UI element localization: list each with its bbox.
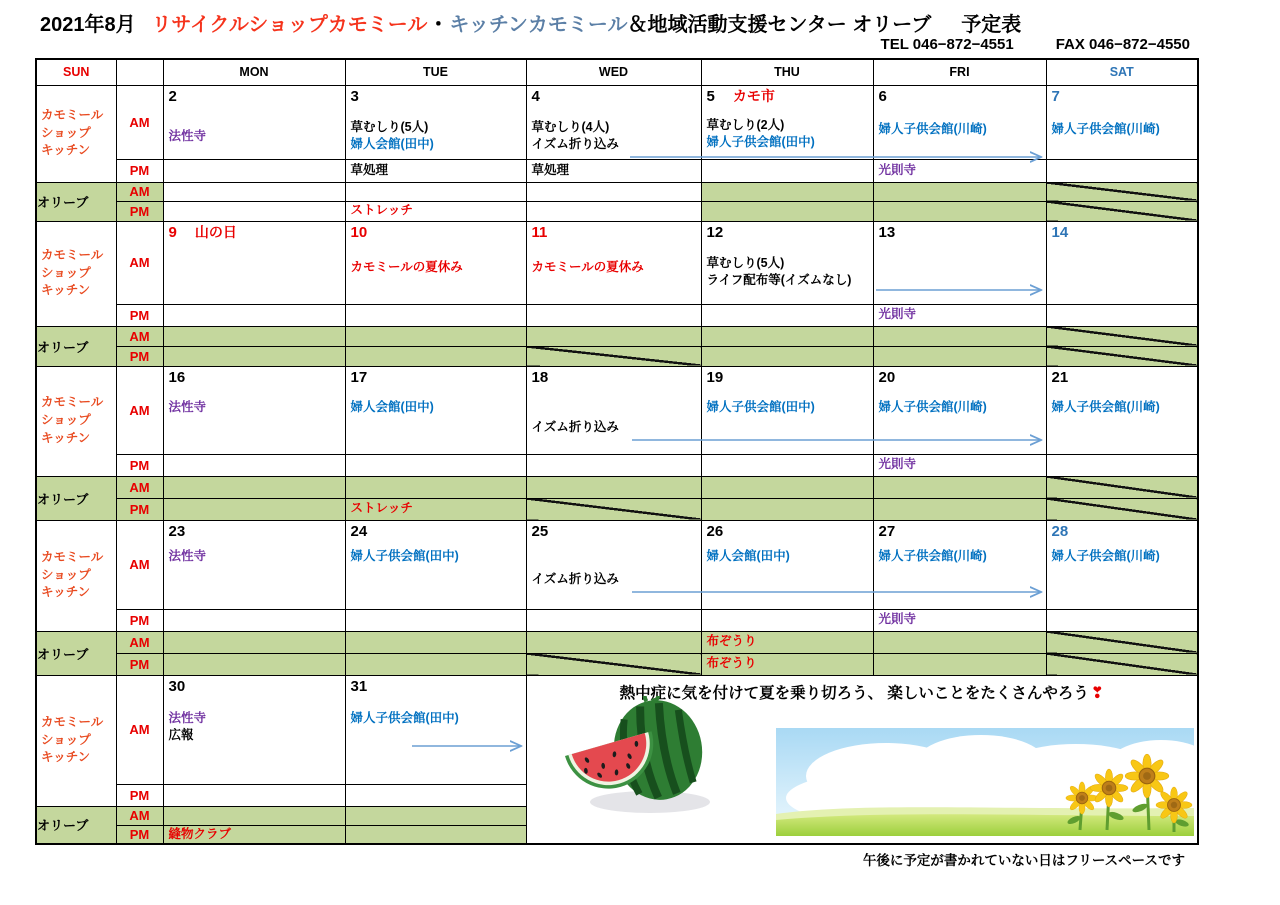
- day-cell: [873, 520, 1046, 609]
- pm-label: PM: [116, 784, 163, 806]
- title-recycle-shop: リサイクルショップカモミール: [151, 14, 428, 36]
- day-cell: [163, 675, 345, 784]
- event-text: イズム折り込み: [531, 137, 619, 152]
- day-header-mon: MON: [163, 59, 345, 85]
- olive-cell: [345, 201, 526, 221]
- event-text: 法性寺: [168, 711, 207, 725]
- event-text: カモミールの夏休み: [350, 260, 463, 274]
- pm-label: PM: [116, 825, 163, 844]
- pm-label: PM: [116, 653, 163, 675]
- footnote: 午後に予定が書かれていない日はフリースペースです: [862, 853, 1185, 868]
- week-pm-row: [36, 159, 1198, 182]
- title-support-center: ＆地域活動支援センター オリーブ: [627, 14, 932, 36]
- day-cell: [701, 520, 873, 609]
- pm-cell: [163, 454, 345, 476]
- event-lines: [527, 541, 701, 588]
- day-number: 5 カモ市: [706, 87, 775, 105]
- day-cell: [526, 85, 701, 159]
- event-text: 婦人子供会館(田中): [706, 400, 815, 414]
- day-cell: [163, 221, 345, 304]
- olive-cell: [163, 326, 345, 346]
- olive-pm-row: [36, 498, 1198, 520]
- event-text: 婦人子供会館(川崎): [878, 549, 987, 563]
- day-number: 26: [706, 522, 724, 540]
- event-lines: [346, 696, 526, 727]
- olive-cell: [873, 346, 1046, 366]
- event-lines: [874, 387, 1046, 416]
- fax-number: FAX 046−872−4550: [1055, 36, 1190, 53]
- day-cell: [163, 85, 345, 159]
- event-lines: [874, 106, 1046, 138]
- pm-cell: [163, 609, 345, 631]
- event-lines: [1047, 106, 1198, 138]
- pm-cell: [873, 454, 1046, 476]
- am-label: AM: [116, 366, 163, 454]
- day-number: 9 山の日: [168, 223, 237, 241]
- olive-cell: [701, 653, 873, 675]
- olive-am-row: [36, 631, 1198, 653]
- olive-pm-row: [36, 346, 1198, 366]
- event-lines: [346, 541, 526, 565]
- title-schedule-word: 予定表: [961, 14, 1022, 36]
- event-text: 婦人子供会館(川崎): [878, 122, 987, 136]
- pm-cell: [345, 454, 526, 476]
- chamomile-label: [36, 520, 116, 631]
- day-number: 18: [531, 368, 549, 386]
- pm-label: PM: [116, 159, 163, 182]
- day-cell: [163, 366, 345, 454]
- event-text: 婦人子供会館(川崎): [878, 400, 987, 414]
- day-number: 20: [878, 368, 896, 386]
- olive-cell: [345, 631, 526, 653]
- event-lines: [164, 541, 345, 565]
- olive-label: オリーブ: [36, 182, 116, 221]
- week-am-row: [36, 675, 1198, 784]
- olive-cell: [1046, 201, 1198, 221]
- title-kitchen: キッチンカモミール: [449, 14, 628, 36]
- day-cell: [345, 520, 526, 609]
- tel-number: TEL 046−872−4551: [880, 36, 1014, 53]
- day-number: 14: [1051, 223, 1069, 241]
- event-text: 草むしり(2人): [706, 118, 785, 132]
- olive-cell: [701, 182, 873, 201]
- pm-cell: [345, 304, 526, 326]
- olive-cell: [1046, 631, 1198, 653]
- olive-am-row: [36, 182, 1198, 201]
- event-text: 布ぞうり: [706, 656, 757, 671]
- day-cell: [526, 366, 701, 454]
- event-lines: [874, 541, 1046, 565]
- day-cell: [345, 366, 526, 454]
- chamomile-label: [36, 85, 116, 182]
- event-text: ストレッチ: [350, 203, 413, 218]
- day-number: 4: [531, 87, 540, 105]
- day-cell: [873, 366, 1046, 454]
- event-text: 縫物クラブ: [168, 826, 232, 841]
- watermelon-illustration: [555, 696, 750, 818]
- pm-cell: [1046, 609, 1198, 631]
- day-header-empty: [116, 59, 163, 85]
- olive-cell: [526, 476, 701, 498]
- day-note: カモ市: [732, 87, 775, 104]
- olive-cell: [163, 806, 345, 825]
- olive-cell: [345, 182, 526, 201]
- olive-cell: [345, 806, 526, 825]
- pm-cell: [701, 159, 873, 182]
- event-text: 法性寺: [168, 129, 207, 143]
- pm-cell: [526, 159, 701, 182]
- olive-pm-row: [36, 653, 1198, 675]
- chamomile-label-text: カモミール ショップ キッチン: [41, 395, 104, 445]
- pm-cell: [701, 609, 873, 631]
- pm-label: PM: [116, 346, 163, 366]
- day-number: 30: [168, 677, 186, 695]
- olive-pm-row: [36, 201, 1198, 221]
- chamomile-label: [36, 366, 116, 476]
- am-label: AM: [116, 675, 163, 784]
- pm-label: PM: [116, 304, 163, 326]
- day-header-row: [36, 59, 1198, 85]
- day-cell: [873, 85, 1046, 159]
- day-cell: [526, 520, 701, 609]
- olive-cell: [163, 182, 345, 201]
- olive-cell: [526, 182, 701, 201]
- event-lines: [164, 106, 345, 145]
- am-label: AM: [116, 520, 163, 609]
- olive-cell: [163, 653, 345, 675]
- day-cell: [701, 85, 873, 159]
- day-cell: [345, 675, 526, 784]
- am-label: AM: [116, 326, 163, 346]
- pm-cell: [873, 609, 1046, 631]
- olive-cell: [526, 326, 701, 346]
- pm-cell: [701, 304, 873, 326]
- pm-label: PM: [116, 498, 163, 520]
- pm-cell: [526, 304, 701, 326]
- summer-merged-cell: [526, 675, 1198, 844]
- event-lines: [702, 387, 873, 416]
- week-am-row: [36, 221, 1198, 304]
- event-text: 布ぞうり: [706, 634, 757, 649]
- day-number: 27: [878, 522, 896, 540]
- event-lines: [346, 242, 526, 276]
- day-cell: [1046, 366, 1198, 454]
- am-label: AM: [116, 476, 163, 498]
- olive-cell: [345, 346, 526, 366]
- olive-label: オリーブ: [36, 476, 116, 520]
- olive-cell: [873, 631, 1046, 653]
- event-text: 婦人子供会館(川崎): [1051, 549, 1160, 563]
- olive-cell: [873, 653, 1046, 675]
- olive-label: オリーブ: [36, 806, 116, 844]
- event-lines: [702, 106, 873, 152]
- olive-cell: [526, 346, 701, 366]
- event-lines: [1047, 387, 1198, 416]
- day-number: 3: [350, 87, 359, 105]
- event-lines: [164, 387, 345, 416]
- pm-cell: [526, 454, 701, 476]
- event-text: 広報: [168, 728, 194, 743]
- olive-cell: [163, 346, 345, 366]
- pm-label: PM: [116, 454, 163, 476]
- olive-cell: [1046, 653, 1198, 675]
- event-text: 婦人会館(田中): [706, 549, 790, 563]
- contact-info: [0, 36, 1190, 53]
- olive-cell: [701, 201, 873, 221]
- day-header-sat: SAT: [1046, 59, 1198, 85]
- olive-cell: [526, 498, 701, 520]
- event-lines: [702, 242, 873, 290]
- chamomile-label-text: カモミール ショップ キッチン: [41, 107, 104, 158]
- olive-cell: [345, 326, 526, 346]
- event-text: 光則寺: [878, 457, 917, 472]
- event-text: 婦人子供会館(田中): [350, 549, 459, 563]
- am-label: AM: [116, 182, 163, 201]
- olive-cell: [701, 631, 873, 653]
- olive-cell: [1046, 498, 1198, 520]
- day-number: 28: [1051, 522, 1069, 540]
- day-number: 11: [531, 223, 548, 241]
- olive-cell: [1046, 346, 1198, 366]
- olive-cell: [873, 498, 1046, 520]
- day-cell: [1046, 221, 1198, 304]
- day-number: 17: [350, 368, 368, 386]
- olive-cell: [163, 498, 345, 520]
- olive-cell: [1046, 182, 1198, 201]
- olive-cell: [163, 631, 345, 653]
- day-header-fri: FRI: [873, 59, 1046, 85]
- event-text: 婦人会館(田中): [350, 137, 434, 152]
- day-cell: [526, 221, 701, 304]
- day-header-wed: WED: [526, 59, 701, 85]
- chamomile-label-text: カモミール ショップ キッチン: [41, 549, 104, 600]
- event-lines: [346, 106, 526, 154]
- week-pm-row: [36, 454, 1198, 476]
- heart-exclamation-icon: ❣: [1090, 684, 1104, 702]
- day-header-thu: THU: [701, 59, 873, 85]
- pm-label: PM: [116, 201, 163, 221]
- day-number: 13: [878, 223, 896, 241]
- day-header-row: [36, 59, 1198, 85]
- olive-cell: [163, 825, 345, 844]
- event-text: 光則寺: [878, 307, 917, 322]
- am-label: AM: [116, 85, 163, 159]
- olive-cell: [345, 825, 526, 844]
- week-pm-row: [36, 304, 1198, 326]
- day-cell: [1046, 85, 1198, 159]
- pm-cell: [873, 304, 1046, 326]
- day-cell: [345, 221, 526, 304]
- chamomile-label-text: カモミール ショップ キッチン: [41, 247, 104, 298]
- event-text: イズム折り込み: [531, 572, 619, 586]
- olive-cell: [163, 476, 345, 498]
- chamomile-label: [36, 221, 116, 326]
- day-cell: [873, 221, 1046, 304]
- title-separator-dot: ・: [428, 14, 449, 36]
- day-number: 19: [706, 368, 724, 386]
- event-lines: [527, 106, 701, 154]
- day-number: 7: [1051, 87, 1060, 105]
- summer-message-text: 熱中症に気を付けて夏を乗り切ろう、 楽しいことをたくさんやろう: [619, 684, 1089, 702]
- week-am-row: [36, 366, 1198, 454]
- event-text: 婦人会館(田中): [350, 400, 434, 414]
- olive-cell: [526, 653, 701, 675]
- day-cell: [701, 366, 873, 454]
- day-cell: [701, 221, 873, 304]
- event-lines: [702, 541, 873, 565]
- day-cell: [345, 85, 526, 159]
- olive-cell: [526, 201, 701, 221]
- event-text: 草むしり(4人): [531, 120, 610, 134]
- olive-cell: [163, 201, 345, 221]
- event-text: ライフ配布等(イズムなし): [706, 273, 852, 288]
- day-number: 25: [531, 522, 549, 540]
- event-text: 法性寺: [168, 400, 207, 414]
- event-text: ストレッチ: [350, 501, 413, 516]
- pm-cell: [526, 609, 701, 631]
- am-label: AM: [116, 221, 163, 304]
- olive-cell: [873, 201, 1046, 221]
- chamomile-label: [36, 675, 116, 806]
- olive-cell: [526, 631, 701, 653]
- event-lines: [1047, 541, 1198, 565]
- day-number: 6: [878, 87, 887, 105]
- pm-cell: [163, 304, 345, 326]
- pm-cell: [701, 454, 873, 476]
- week-am-row: [36, 520, 1198, 609]
- event-text: 婦人子供会館(川崎): [1051, 122, 1160, 136]
- day-cell: [163, 520, 345, 609]
- event-lines: [527, 242, 701, 276]
- olive-cell: [345, 653, 526, 675]
- day-number: 24: [350, 522, 368, 540]
- day-cell: [1046, 520, 1198, 609]
- olive-cell: [701, 498, 873, 520]
- event-text: 婦人子供会館(川崎): [1051, 400, 1160, 414]
- day-number: 16: [168, 368, 186, 386]
- event-text: 婦人子供会館(田中): [350, 711, 459, 725]
- event-text: 光則寺: [878, 612, 917, 627]
- olive-cell: [1046, 326, 1198, 346]
- day-header-sun: SUN: [36, 59, 116, 85]
- event-text: 草処理: [531, 162, 570, 177]
- olive-label: オリーブ: [36, 631, 116, 675]
- event-text: イズム折り込み: [531, 420, 619, 434]
- event-text: カモミールの夏休み: [531, 260, 644, 274]
- pm-cell: [1046, 304, 1198, 326]
- event-lines: [346, 387, 526, 416]
- olive-cell: [873, 326, 1046, 346]
- event-text: 草むしり(5人): [706, 256, 785, 270]
- day-number: 12: [706, 223, 724, 241]
- day-header-tue: TUE: [345, 59, 526, 85]
- event-text: 法性寺: [168, 549, 207, 563]
- pm-cell: [873, 159, 1046, 182]
- olive-cell: [873, 476, 1046, 498]
- pm-cell: [1046, 454, 1198, 476]
- pm-cell: [345, 784, 526, 806]
- olive-cell: [873, 182, 1046, 201]
- olive-am-row: [36, 476, 1198, 498]
- olive-cell: [701, 326, 873, 346]
- pm-cell: [163, 784, 345, 806]
- day-number: 21: [1051, 368, 1069, 386]
- day-number: 2: [168, 87, 177, 105]
- title-month: 2021年8月: [40, 14, 136, 36]
- day-note: 山の日: [194, 223, 237, 240]
- day-number: 23: [168, 522, 186, 540]
- am-label: AM: [116, 806, 163, 825]
- summer-message-area: [527, 681, 1198, 703]
- pm-label: PM: [116, 609, 163, 631]
- olive-cell: [345, 476, 526, 498]
- page-title: [40, 8, 1021, 37]
- schedule-table: [35, 58, 1199, 845]
- week-am-row: [36, 85, 1198, 159]
- olive-cell: [1046, 476, 1198, 498]
- event-text: 光則寺: [878, 162, 917, 177]
- event-text: 草処理: [350, 162, 389, 177]
- pm-cell: [345, 159, 526, 182]
- am-label: AM: [116, 631, 163, 653]
- event-text: 婦人子供会館(田中): [706, 135, 815, 150]
- olive-am-row: [36, 326, 1198, 346]
- day-number: 31: [350, 677, 368, 695]
- week-pm-row: [36, 609, 1198, 631]
- chamomile-label-text: カモミール ショップ キッチン: [41, 714, 104, 765]
- olive-cell: [701, 476, 873, 498]
- event-lines: [164, 696, 345, 745]
- pm-cell: [163, 159, 345, 182]
- day-number: 10: [350, 223, 368, 241]
- event-text: 草むしり(5人): [350, 120, 429, 134]
- olive-cell: [701, 346, 873, 366]
- event-lines: [527, 387, 701, 436]
- pm-cell: [1046, 159, 1198, 182]
- olive-cell: [345, 498, 526, 520]
- summer-landscape-illustration: [776, 728, 1194, 836]
- olive-label: オリーブ: [36, 326, 116, 366]
- pm-cell: [345, 609, 526, 631]
